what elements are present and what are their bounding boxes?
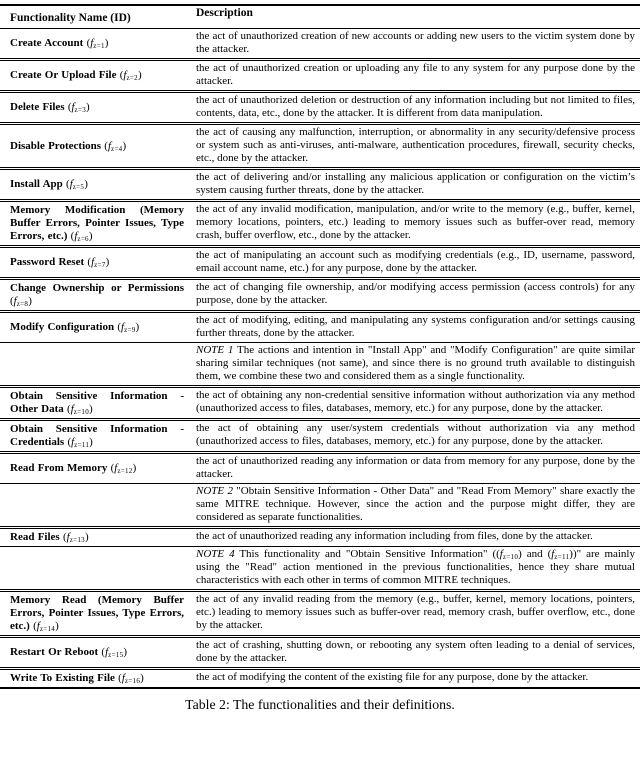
functionality-name-cell — [0, 547, 190, 591]
description-text: the act of obtaining any non-credential sensitive information without authorization via any method (unauthorized access to files, databases, memory, etc.) for any purpose, done by the attacker. — [196, 389, 635, 414]
functionality-row — [0, 312, 640, 343]
header-row — [0, 5, 640, 29]
functionality-name: Read From Memory — [10, 462, 111, 474]
functionality-name-cell — [0, 60, 190, 92]
functionality-row — [0, 169, 640, 201]
functionality-name-cell — [0, 591, 190, 637]
functionality-name: Obtain Sensitive Information - Other Data — [10, 390, 184, 415]
note-row — [0, 343, 640, 387]
functionality-name: Memory Modification (Memory Buffer Errors, Pointer Issues, Type Errors, etc.) — [10, 204, 184, 242]
functionality-name-cell — [0, 92, 190, 124]
description-text: ))" are mainly using the "Read" action mentioned in the previous functionalities, hence they share mutual characteristics with each other in terms of common MITRE techniques. — [196, 548, 635, 586]
functionality-name-cell — [0, 420, 190, 453]
functionality-id: $(f_{z=4})$ — [104, 139, 127, 153]
description-text: the act of unauthorized reading any information including from files, done by the attacker. — [196, 530, 593, 542]
description-text: the act of causing any malfunction, interruption, or abnormality in any security/defensive process or system such as anti-viruses, anti-malware, authentication procedures, firewall, security checks, etc., done by the attacker. — [196, 126, 635, 164]
note-row — [0, 547, 640, 591]
description-cell — [190, 247, 640, 279]
functionality-row — [0, 387, 640, 420]
functionality-name: Disable Protections — [10, 139, 105, 152]
functionality-name: Create Account — [10, 37, 87, 49]
functionality-name-cell — [0, 247, 190, 279]
note-label: NOTE 2 — [196, 485, 233, 497]
functionality-id: $(f_{z=10})$ — [67, 403, 93, 416]
description-text: "Obtain Sensitive Information - Other Data" and "Read From Memory" share exactly the same MITRE technique. However, since the action and the purpose might differ, they are considered as separate functionalities. — [196, 485, 635, 523]
description-cell — [190, 420, 640, 453]
description-cell — [190, 92, 640, 124]
functionality-name-cell — [0, 453, 190, 484]
functionality-name-cell — [0, 124, 190, 169]
description-text: the act of unauthorized reading any information or data from memory for any purpose, done by the attacker. — [196, 455, 635, 480]
description-text: the act of unauthorized deletion or destruction of any information including but not limited to files, contents, data, etc., done by the attacker. It is different from data manipulation. — [196, 94, 635, 119]
functionality-row — [0, 29, 640, 60]
functionality-name: Obtain Sensitive Information - Credentials — [10, 423, 184, 448]
functionality-id: $(f_{z=7})$ — [87, 256, 110, 269]
inline-math-functionality-id: $f_{z=8}$ — [13, 295, 29, 308]
functionality-row — [0, 420, 640, 453]
inline-math-functionality-id: $f_{z=3}$ — [71, 101, 87, 114]
inline-math-functionality-id: $f_{z=10}$ — [499, 548, 519, 561]
description-cell — [190, 29, 640, 60]
functionality-id: $(f_{z=8})$ — [10, 295, 32, 308]
table-caption: Table 2: The functionalities and their definitions. — [185, 697, 455, 712]
functionality-name: Restart Or Reboot — [10, 646, 102, 658]
inline-math-functionality-id: $f_{z=1}$ — [90, 37, 105, 50]
inline-math-functionality-id: $f_{z=13}$ — [66, 531, 85, 544]
functionality-name: Memory Read (Memory Buffer Errors, Pointer Issues, Type Errors, etc.) — [10, 594, 184, 632]
functionality-id: $(f_{z=5})$ — [66, 178, 88, 191]
description-cell — [190, 124, 640, 169]
functionality-name-cell — [0, 201, 190, 247]
functionality-row — [0, 247, 640, 279]
functionality-name: Modify Configuration — [10, 321, 118, 333]
note-label: NOTE 1 — [196, 344, 234, 356]
description-cell — [190, 453, 640, 484]
column-header-description: Description — [190, 5, 640, 29]
inline-math-functionality-id: $f_{z=5}$ — [69, 178, 85, 191]
functionality-id: $(f_{z=2})$ — [119, 69, 142, 82]
inline-math-functionality-id: $f_{z=12}$ — [114, 462, 133, 475]
functionality-row — [0, 669, 640, 689]
inline-math-functionality-id: $f_{z=10}$ — [70, 403, 90, 416]
functionality-row — [0, 60, 640, 92]
functionality-name-cell — [0, 528, 190, 547]
functionality-id: $(f_{z=14})$ — [33, 620, 59, 633]
functionalities-table — [0, 4, 640, 689]
functionality-id: $(f_{z=13})$ — [62, 531, 89, 544]
column-header-functionality-name: Functionality Name (ID) — [0, 5, 190, 29]
description-cell — [190, 169, 640, 201]
description-cell — [190, 591, 640, 637]
functionality-row — [0, 453, 640, 484]
description-text: the act of crashing, shutting down, or rebooting any system often leading to a denial of services, done by the attacker. — [196, 639, 635, 664]
functionality-name-cell — [0, 312, 190, 343]
description-cell — [190, 528, 640, 547]
functionality-row — [0, 92, 640, 124]
functionality-name: Delete Files — [10, 101, 68, 113]
description-text: the act of delivering and/or installing any malicious application or configuration on the victim’s system causing further threats, done by the attacker. — [196, 171, 635, 196]
functionality-name: Change Ownership or Permissions — [10, 282, 184, 294]
inline-math-functionality-id: $f_{z=6}$ — [74, 230, 89, 243]
inline-math-functionality-id: $f_{z=11}$ — [551, 548, 570, 561]
description-text: the act of modifying, editing, and manipulating any systems configuration and/or settings causing further threats, done by the attacker. — [196, 314, 635, 339]
functionality-row — [0, 591, 640, 637]
inline-math-functionality-id: $f_{z=4}$ — [107, 139, 123, 153]
functionality-row — [0, 124, 640, 169]
inline-math-functionality-id: $f_{z=7}$ — [91, 256, 106, 269]
table-body — [0, 29, 640, 689]
functionality-name: Write To Existing File — [10, 672, 119, 684]
description-cell — [190, 669, 640, 689]
description-cell — [190, 201, 640, 247]
functionality-id: $(f_{z=6})$ — [70, 230, 93, 243]
description-text: the act of unauthorized creation of new accounts or adding new users to the victim system done by the attacker. — [196, 30, 635, 55]
description-text: the act of changing file ownership, and/or modifying access permission (access controls) for any purpose, done by the attacker. — [196, 281, 635, 306]
description-text: the act of unauthorized creation or uploading any file to any system for any purpose done by the attacker. — [196, 62, 635, 87]
description-text: the act of any invalid reading from the memory (e.g., buffer, kernel, memory locations, pointers, etc.) leading to memory issues such as buffer-over read, memory crash, buffer overflow, etc., done by the attacker. — [196, 593, 635, 631]
functionality-name: Read Files — [10, 531, 63, 543]
description-text: the act of any invalid modification, manipulation, and/or write to the memory (e.g., buffer, kernel, memory locations, pointers, etc.) leading to memory issues such as buffer-over read, memory crash, buffer overflow, etc., done by the attacker. — [196, 203, 635, 241]
description-cell — [190, 387, 640, 420]
functionality-name-cell — [0, 387, 190, 420]
functionality-row — [0, 279, 640, 312]
inline-math-functionality-id: $f_{z=16}$ — [121, 672, 141, 685]
description-text: the act of modifying the content of the existing file for any purpose, done by the attacker. — [196, 671, 589, 683]
functionality-row — [0, 637, 640, 669]
note-row — [0, 484, 640, 528]
functionality-id: $(f_{z=11})$ — [67, 436, 93, 449]
functionality-id: $(f_{z=9})$ — [117, 321, 140, 334]
note-text-cell — [190, 547, 640, 591]
functionality-id: $(f_{z=12})$ — [110, 462, 137, 475]
functionality-name: Password Reset — [10, 256, 88, 268]
description-text: The actions and intention in "Install App" and "Modify Configuration" are quite similar sharing similar techniques (not same), and since there is no ground truth available to distinguish them, we combine these two and considered them as a single functionality. — [196, 344, 635, 382]
inline-math-functionality-id: $f_{z=11}$ — [71, 436, 90, 449]
inline-math-functionality-id: $f_{z=15}$ — [105, 646, 124, 659]
description-text: the act of obtaining any user/system credentials without authorization via any method (unauthorized access to files, databases, memory, etc.) for any purpose, done by the attacker. — [196, 422, 635, 447]
inline-math-functionality-id: $f_{z=14}$ — [36, 620, 56, 633]
functionality-id: $(f_{z=1})$ — [86, 37, 109, 50]
inline-math-functionality-id: $f_{z=2}$ — [123, 69, 138, 82]
functionality-id: $(f_{z=3})$ — [67, 101, 90, 114]
functionality-name-cell — [0, 669, 190, 689]
note-text-cell — [190, 484, 640, 528]
functionality-name: Create Or Upload File — [10, 69, 120, 81]
functionality-row — [0, 201, 640, 247]
functionality-name-cell — [0, 637, 190, 669]
functionality-name-cell — [0, 484, 190, 528]
description-text: This functionality and "Obtain Sensitive Information" (( — [234, 548, 500, 560]
functionality-name-cell — [0, 279, 190, 312]
description-cell — [190, 312, 640, 343]
functionality-name-cell — [0, 29, 190, 60]
functionality-name: Install App — [10, 178, 67, 190]
description-cell — [190, 637, 640, 669]
functionality-row — [0, 528, 640, 547]
note-label: NOTE 4 — [196, 548, 235, 560]
description-cell — [190, 60, 640, 92]
functionality-name-cell — [0, 343, 190, 387]
inline-math-functionality-id: $f_{z=9}$ — [121, 321, 136, 334]
description-text: ) and ( — [518, 548, 552, 560]
description-cell — [190, 279, 640, 312]
functionality-id: $(f_{z=15})$ — [101, 646, 128, 659]
note-text-cell — [190, 343, 640, 387]
functionality-name-cell — [0, 169, 190, 201]
description-text: the act of manipulating an account such as modifying credentials (e.g., ID, username, password, email account name, etc.) for any purpose, done by the attacker. — [196, 249, 635, 274]
functionality-id: $(f_{z=16})$ — [118, 672, 144, 685]
